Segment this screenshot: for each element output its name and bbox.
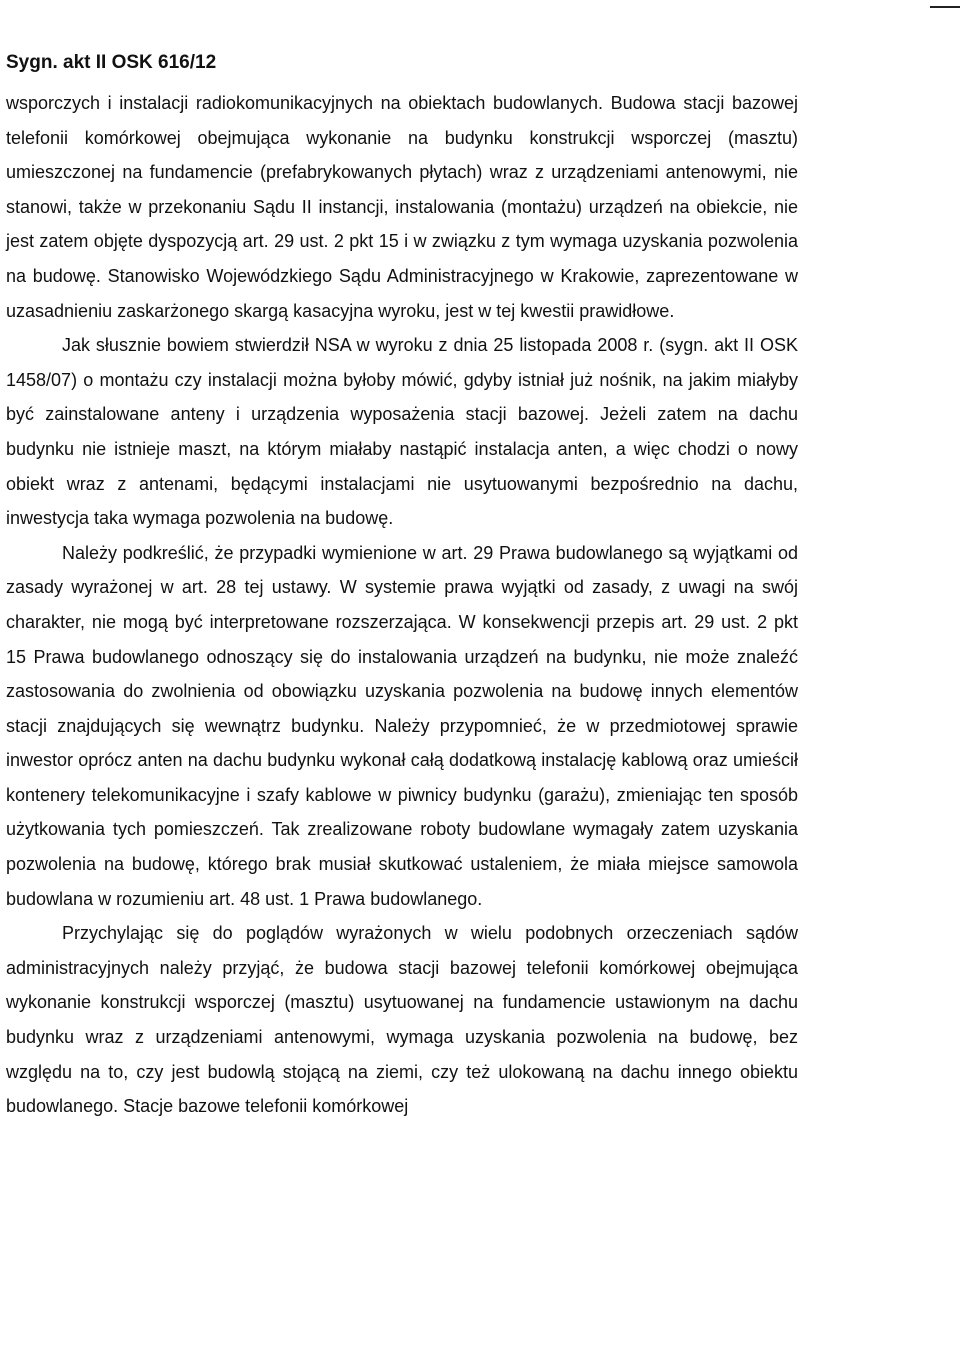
page-edge-mark [930,6,960,8]
case-signature: Sygn. akt II OSK 616/12 [6,52,217,73]
paragraph-nsa-ruling: Jak słusznie bowiem stwierdził NSA w wyroku z dnia 25 listopada 2008 r. (sygn. akt II OSK 1458/07) o montażu czy instalacji można byłoby mówić, gdyby istniał już nośnik, na jakim miałyby być zainstalowane anteny i urządzenia wyposażenia stacji bazowej. Jeżeli zatem na dachu budynku nie istnieje maszt, na którym miałaby nastąpić instalacja anten, a więc chodzi o nowy obiekt wraz z antenami, będącymi instalacjami nie usytuowanymi bezpośrednio na dachu, inwestycja taka wymaga pozwolenia na budowę. [6,335,798,529]
document-body [6,86,798,1124]
paragraph-conclusion: Przychylając się do poglądów wyrażonych w wielu podobnych orzeczeniach sądów administracyjnych należy przyjąć, że budowa stacji bazowej telefonii komórkowej obejmująca wykonanie konstrukcji wsporczej (masztu) usytuowanej na fundamencie ustawionym na dachu budynku wraz z urządzeniami antenowymi, wymaga uzyskania pozwolenia na budowę, bez względu na to, czy jest budowlą stojącą na ziemi, czy też ulokowaną na dachu innego obiektu budowlanego. Stacje bazowe telefonii komórkowej [6,923,798,1117]
paragraph-continuation: wsporczych i instalacji radiokomunikacyjnych na obiektach budowlanych. Budowa stacji bazowej telefonii komórkowej obejmująca wykonanie na budynku konstrukcji wsporczej (masztu) umieszczonej na fundamencie (prefabrykowanych płytach) wraz z urządzeniami antenowymi, nie stanowi, także w przekonaniu Sądu II instancji, instalowania (montażu) urządzeń na obiekcie, nie jest zatem objęte dyspozycją art. 29 ust. 2 pkt 15 i w związku z tym wymaga uzyskania pozwolenia na budowę. Stanowisko Wojewódzkiego Sądu Administracyjnego w Krakowie, zaprezentowane w uzasadnieniu zaskarżonego skargą kasacyjna wyroku, jest w tej kwestii prawidłowe. [6,93,798,321]
paragraph-exceptions: Należy podkreślić, że przypadki wymienione w art. 29 Prawa budowlanego są wyjątkami od zasady wyrażonej w art. 28 tej ustawy. W systemie prawa wyjątki od zasady, z uwagi na swój charakter, nie mogą być interpretowane rozszerzająca. W konsekwencji przepis art. 29 ust. 2 pkt 15 Prawa budowlanego odnoszący się do instalowania urządzeń na budynku, nie może znaleźć zastosowania do zwolnienia od obowiązku uzyskania pozwolenia na budowę innych elementów stacji znajdujących się wewnątrz budynku. Należy przypomnieć, że w przedmiotowej sprawie inwestor oprócz anten na dachu budynku wykonał całą dodatkową instalację kablową oraz umieścił kontenery telekomunikacyjne i szafy kablowe w piwnicy budynku (garażu), zmieniając ten sposób użytkowania tych pomieszczeń. Tak zrealizowane roboty budowlane wymagały zatem uzyskania pozwolenia na budowę, którego brak musiał skutkować ustaleniem, że miała miejsce samowola budowlana w rozumieniu art. 48 ust. 1 Prawa budowlanego. [6,542,798,909]
